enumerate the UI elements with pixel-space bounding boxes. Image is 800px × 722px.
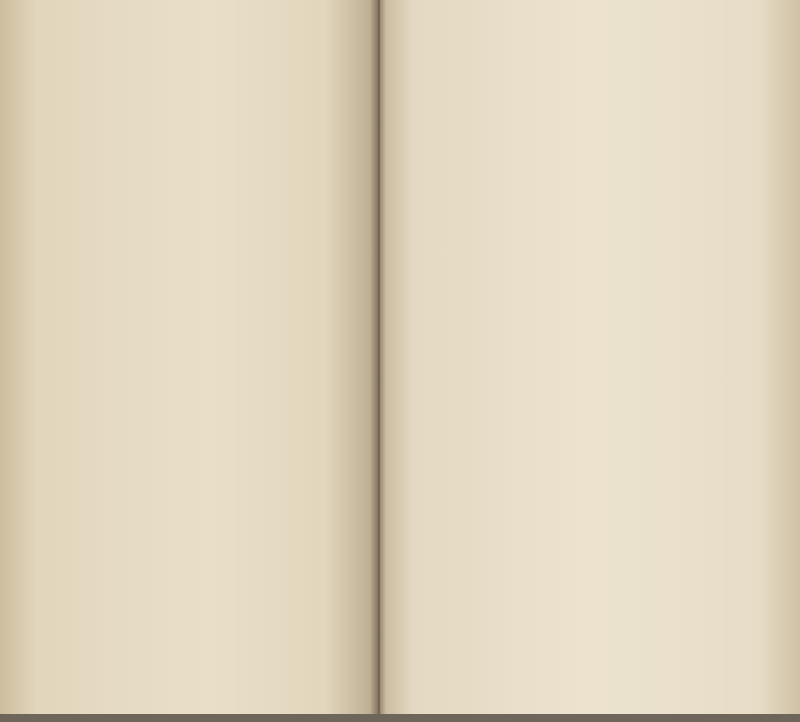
table-edge xyxy=(0,714,800,722)
left-page xyxy=(0,0,378,722)
book-gutter xyxy=(370,0,386,722)
right-page xyxy=(380,0,800,722)
